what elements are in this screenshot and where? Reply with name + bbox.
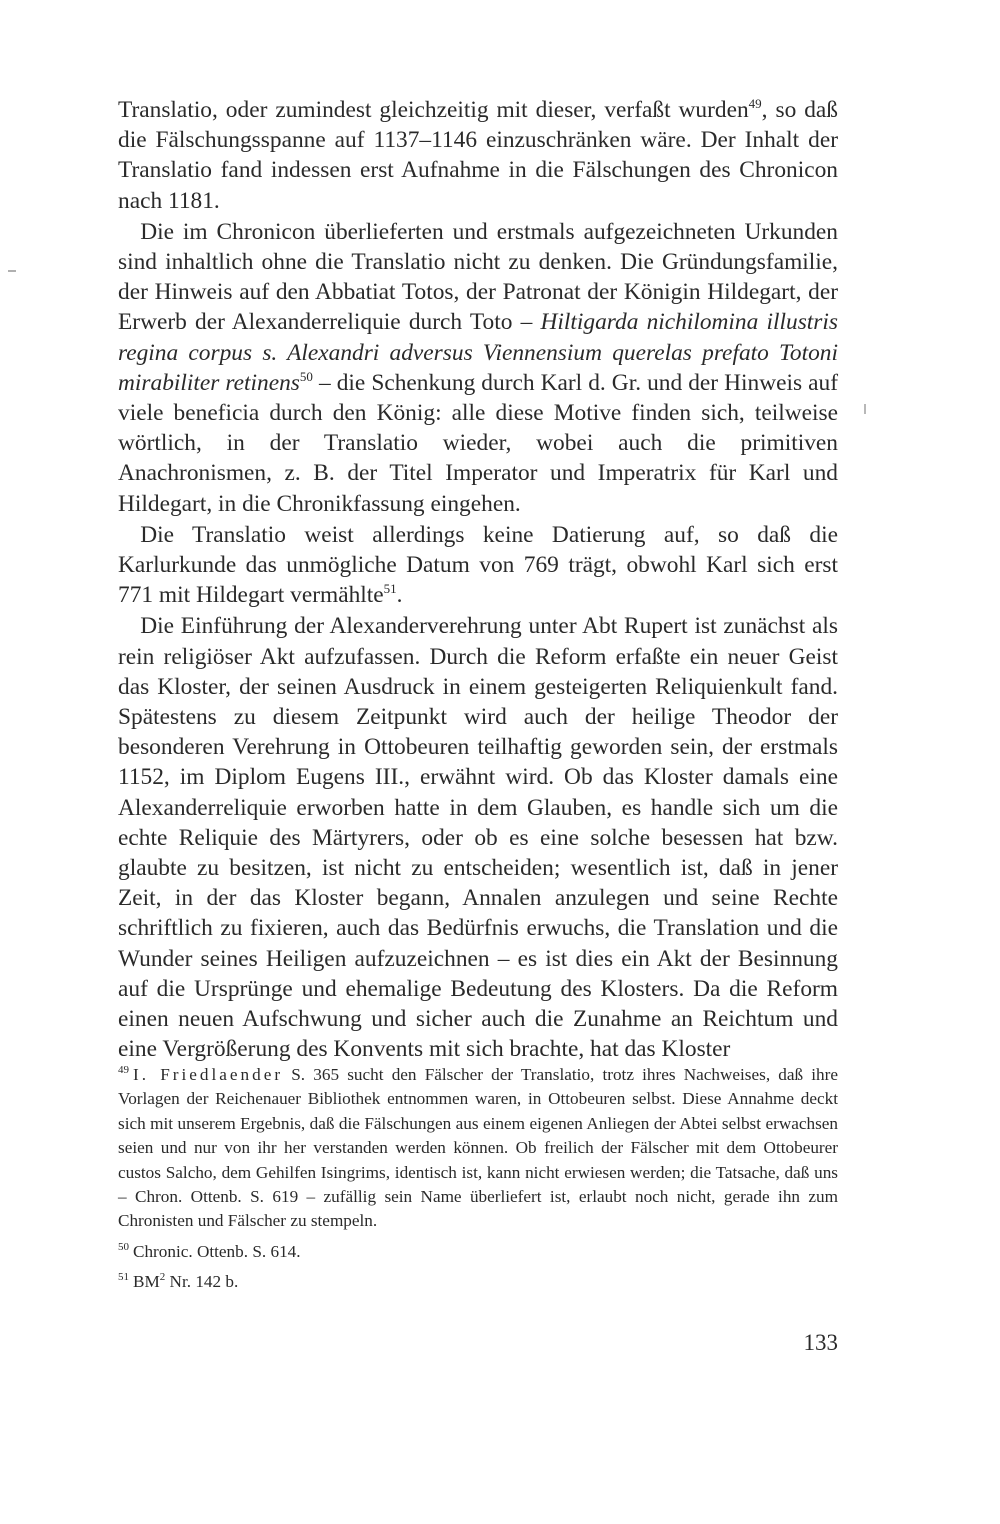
latin-quotation: Hiltigarda nichilomina illustris regina corpus s. Alexandri adversus Viennensium querelas prefato Totoni mirabiliter retinens: [118, 309, 839, 396]
footnote-text: Nr. 142 b.: [165, 1272, 239, 1292]
margin-mark: [8, 270, 16, 272]
footnote-ref-51: 51: [383, 581, 397, 597]
paragraph-1: [118, 95, 838, 216]
footnote-49: [118, 1063, 838, 1234]
footnote-text: S. 365 sucht den Fälscher der Translatio, trotz ihres Nachweises, daß ihre Vorlagen der Reichenauer Bibliothek entnommen waren, in Ottobeuren selbst. Diese Annahme deckt sich mit unserem Ergebnis, daß die Fälschungen aus einem eigenen Anliegen der Abtei selbst erwachsen seien und nur von ihr her verstanden werden können. Ob freilich der Fälscher mit dem Ottobeurer custos Salcho, dem Gehilfen Isingrims, identisch ist, kann nicht erwiesen werden; die Tatsache, daß uns – Chron. Ottenb. S. 619 – zufällig sein Name überliefert ist, erlaubt noch nicht, gerade ihn zum Chronisten und Fälscher zu stempeln.: [118, 1065, 839, 1231]
footnote-50: [118, 1240, 838, 1264]
paragraph-4: [118, 611, 838, 1064]
footnote-number: 49: [118, 1064, 129, 1076]
edition-superscript: 2: [159, 1271, 166, 1284]
para2-text-b: – die Schenkung durch Karl d. Gr. und der Hinweis auf viele beneficia durch den König: alle diese Motive finden sich, teilweise wörtlich, in der Translatio wieder, wobei auch die primitiven Anachronismen, z. B. der Titel Imperator und Imperatrix für Karl und Hildegart, in die Chronikfassung eingehen.: [118, 369, 839, 517]
footnotes: [118, 1063, 838, 1301]
page-number: 133: [803, 1330, 838, 1355]
para4-text: Die Einführung der Alexanderverehrung unter Abt Rupert ist zunächst als rein religiöser Akt aufzufassen. Durch die Reform erfaßte ein neuer Geist das Kloster, der seinen Ausdruck in einem gesteigerten Reliquienkult fand. Spätestens zu diesem Zeitpunkt wird auch der heilige Theodor der besonderen Verehrung in Ottobeuren teilhaftig geworden sein, der erstmals 1152, im Diplom Eugens III., erwähnt wird. Ob das Kloster damals eine Alexanderreliquie erworben hatte in dem Glauben, es handle sich um die echte Reliquie des Märtyrers, oder ob es eine solche besessen hat bzw. glaubte zu besitzen, ist nicht zu entscheiden; wesentlich ist, daß in jener Zeit, in der das Kloster begann, Annalen anzulegen und seine Rechte schriftlich zu fixieren, auch das Bedürfnis erwuchs, die Translation und die Wunder seines Heiligen aufzuzeichnen – es ist dies ein Akt der Besinnung auf die Ursprünge und ehemalige Bedeutung des Klosters. Da die Reform einen neuen Aufschwung und sicher auch die Zunahme an Reichtum und eine Vergrößerung des Konvents mit sich brachte, hat das Kloster: [118, 613, 838, 1063]
margin-mark: [864, 404, 866, 414]
para1-text: Translatio, oder zumindest gleichzeitig mit dieser, verfaßt wurden: [118, 97, 749, 123]
footnote-ref-49: 49: [748, 96, 762, 111]
para2-text-a: Die im Chronicon überlieferten und erstmals aufgezeichneten Urkunden sind inhaltlich ohne die Translatio nicht zu denken. Die Gründungsfamilie, der Hinweis auf den Abbatiat Totos, der Patronat der Königin Hildegart, der Erwerb der Alexanderreliquie durch Toto –: [118, 218, 838, 336]
footnote-author: I. Friedlaender: [133, 1065, 284, 1084]
footnote-number: 51: [118, 1271, 129, 1284]
paragraph-3: [118, 520, 838, 611]
para3-end: .: [396, 582, 403, 609]
para3-text: Die Translatio weist allerdings keine Datierung auf, so daß die Karlurkunde das unmögliche Datum von 769 trägt, obwohl Karl sich erst 771 mit Hildegart vermählte: [118, 521, 838, 609]
paragraph-2: [118, 217, 838, 519]
footnote-text: Chronic. Ottenb. S. 614.: [133, 1241, 301, 1261]
footnote-number: 50: [118, 1240, 129, 1253]
para1-rest-text: , so daß die Fälschungsspanne auf 1137–1146 einzuschränken wäre. Der Inhalt der Translatio fand indessen erst Aufnahme in die Fälschungen des Chronicon nach 1181.: [118, 97, 838, 214]
footnote-text: BM: [133, 1272, 160, 1292]
main-text: [118, 95, 838, 1065]
footnote-51: [118, 1270, 838, 1294]
footnote-ref-50: 50: [299, 368, 313, 384]
